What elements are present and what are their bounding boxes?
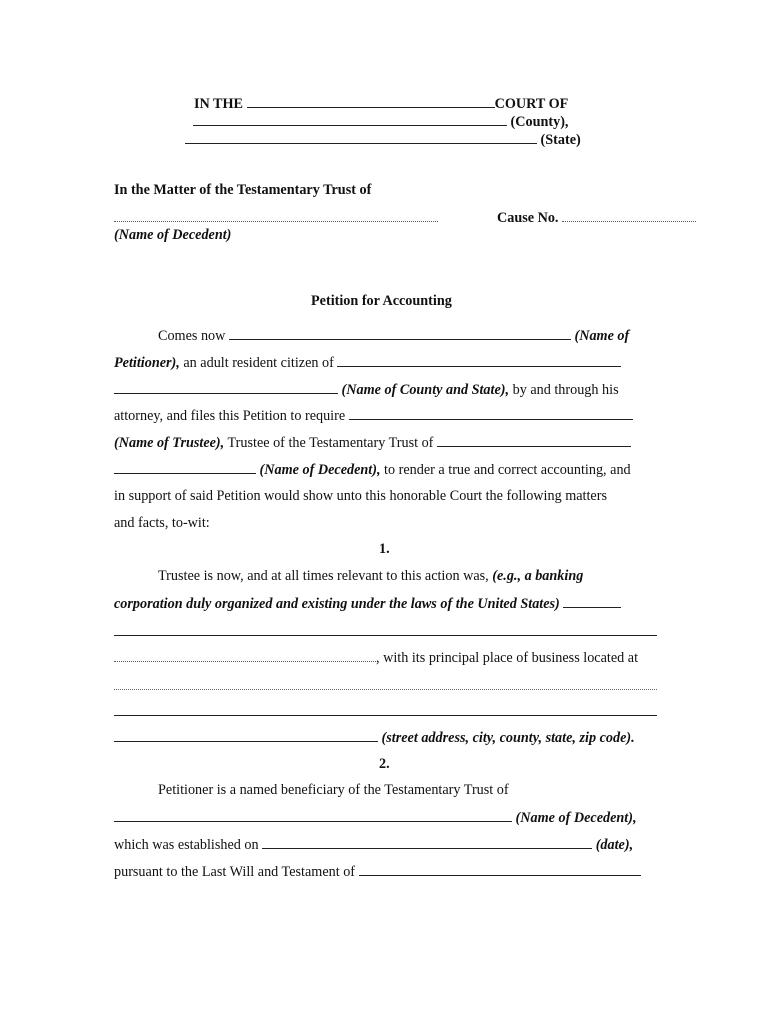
cause-number-label: Cause No. <box>497 210 559 226</box>
trust-decedent-blank[interactable] <box>437 433 631 447</box>
section-1-number: 1. <box>379 541 390 557</box>
court-heading-state: (State) <box>540 132 581 148</box>
court-heading-county: (County), <box>510 114 569 130</box>
intro-line-4 <box>114 406 633 424</box>
street-address-label: (street address, city, county, state, zip code). <box>381 730 635 746</box>
residence-blank[interactable] <box>337 353 621 367</box>
establishment-date-blank[interactable] <box>262 835 592 849</box>
petitioner-label: Petitioner), <box>114 355 180 371</box>
attorney-files-text: attorney, and files this Petition to require <box>114 408 346 424</box>
address-rule-1[interactable] <box>114 689 657 690</box>
court-heading-in-the: IN THE <box>194 96 244 112</box>
trustee-name-blank[interactable] <box>349 406 633 420</box>
by-through-text: by and through his <box>512 382 619 398</box>
county-state-blank[interactable] <box>114 380 338 394</box>
address-rule-2[interactable] <box>114 715 657 716</box>
address-blank[interactable] <box>114 728 378 742</box>
section-2-line-1: Petitioner is a named beneficiary of the Testamentary Trust of <box>158 782 509 798</box>
court-heading-court-of: COURT OF <box>494 96 569 112</box>
name-trustee-label: (Name of Trustee), <box>114 435 225 451</box>
trustee-description-blank[interactable] <box>563 594 621 608</box>
intro-line-7: in support of said Petition would show unto this honorable Court the following matters <box>114 488 607 504</box>
court-heading-line-2 <box>193 112 568 130</box>
established-on-text: which was established on <box>114 837 259 853</box>
intro-line-3 <box>114 380 619 398</box>
intro-line-5 <box>114 433 631 451</box>
document-title: Petition for Accounting <box>311 293 452 309</box>
court-heading-line-1 <box>194 94 568 112</box>
name-of-decedent-caption: (Name of Decedent) <box>114 227 232 243</box>
court-heading-line-3 <box>185 130 581 148</box>
trustee-is-now-text: Trustee is now, and at all times relevant to this action was, <box>158 568 489 584</box>
section-2-line-4 <box>114 862 641 880</box>
date-label: (date), <box>595 837 634 853</box>
matter-of-heading: In the Matter of the Testamentary Trust of <box>114 182 372 198</box>
county-blank[interactable] <box>193 112 507 126</box>
cause-number-row <box>497 208 696 226</box>
name-of-label: (Name of <box>574 328 630 344</box>
comes-now-text: Comes now <box>158 328 226 344</box>
decedent-caption-blank[interactable] <box>114 208 438 222</box>
adult-resident-text: an adult resident citizen of <box>183 355 334 371</box>
state-blank[interactable] <box>185 130 537 144</box>
section-1-line-4 <box>114 648 638 666</box>
cause-number-blank[interactable] <box>562 208 696 222</box>
section-1-line-2 <box>114 594 621 612</box>
section-2-number: 2. <box>379 756 390 772</box>
eg-banking-label: (e.g., a banking <box>492 568 584 584</box>
trust-decedent-name-blank[interactable] <box>114 808 512 822</box>
trustee-of-text: Trustee of the Testamentary Trust of <box>227 435 434 451</box>
intro-line-6 <box>114 460 631 478</box>
trustee-description-blank-2[interactable] <box>114 648 376 662</box>
intro-line-2 <box>114 353 621 371</box>
court-name-blank[interactable] <box>247 94 495 108</box>
principal-place-text: , with its principal place of business located at <box>376 650 639 666</box>
section-1-line-7 <box>114 728 635 746</box>
pursuant-text: pursuant to the Last Will and Testament of <box>114 864 356 880</box>
name-decedent-label: (Name of Decedent), <box>259 462 381 478</box>
decedent-name-blank[interactable] <box>114 460 256 474</box>
section-2-name-decedent-label: (Name of Decedent), <box>515 810 637 826</box>
testator-name-blank[interactable] <box>359 862 641 876</box>
intro-line-1 <box>158 326 629 344</box>
section-1-line-1 <box>158 567 583 585</box>
intro-line-8: and facts, to-wit: <box>114 515 210 531</box>
render-text: to render a true and correct accounting, and <box>384 462 631 478</box>
decedent-caption-blank-row <box>114 208 438 226</box>
section-2-line-2 <box>114 808 637 826</box>
petitioner-name-blank[interactable] <box>229 326 571 340</box>
trustee-description-rule-1[interactable] <box>114 635 657 636</box>
corporation-label: corporation duly organized and existing under the laws of the United States) <box>114 596 560 612</box>
section-2-line-3 <box>114 835 633 853</box>
county-state-label: (Name of County and State), <box>341 382 510 398</box>
